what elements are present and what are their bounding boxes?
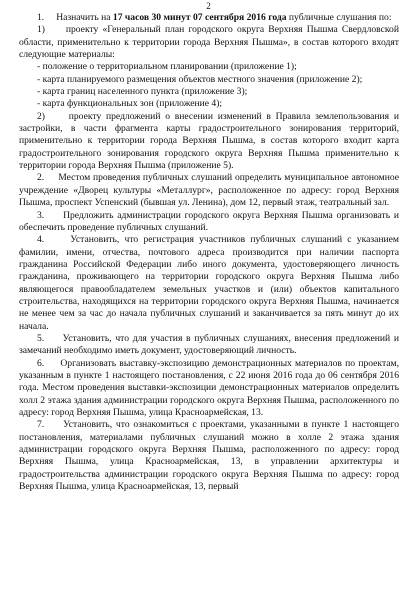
paragraph-5: 5. Установить, что для участия в публичных слушаниях, внесения предложений и замечаний необходимо иметь документ, удостоверяющий личность.: [19, 332, 399, 357]
paragraph-3: 3. Предложить администрации городского округа Верхняя Пышма организовать и обеспечить проведение публичных слушаний.: [19, 209, 399, 233]
list-item: - карта функциональных зон (приложение 4);: [37, 98, 223, 110]
paragraph-1-tail: публичные слушания по:: [286, 12, 392, 23]
list-item: - карта планируемого размещения объектов местного значения (приложение 2);: [37, 73, 363, 85]
subitem-1: 1) проекту «Генеральный план городского округа Верхняя Пышма Свердловской области, применительно к территории города Верхняя Пышма», в состав которого входят следующие материалы:: [19, 24, 399, 61]
list-item: - карта границ населенного пункта (приложение 3);: [37, 86, 248, 98]
paragraph-2: 2. Местом проведения публичных слушаний определить муниципальное автономное учреждение «Дворец культуры «Металлург», расположенное по адресу: город Верхняя Пышма, проспект Успенский (бывшая ул. Ленина), дом 12, первый этаж, театральный зал.: [19, 172, 399, 209]
document-body: [19, 12, 399, 493]
paragraph-1-intro: 1. Назначить на: [37, 12, 113, 23]
page-number: 2: [206, 1, 211, 11]
hearing-datetime: 17 часов 30 минут 07 сентября 2016 года: [112, 12, 287, 23]
subitem-2: 2) проекту предложений о внесении изменений в Правила землепользования и застройки, в части фрагмента карты градостроительного зонирования территорий, применительно к территории города Верхняя Пышма, в состав которого входит карта градостроительного зонирования городского округа Верхняя Пышма применительно к территории города Верхняя Пышма (приложение 5).: [19, 110, 399, 172]
paragraph-4: 4. Установить, что регистрация участников публичных слушаний с указанием фамилии, имени, отчества, почтового адреса производится при наличии паспорта гражданина Российской Федерации либо иного документа, удостоверяющего личность гражданина, проживающего на территории городского округа Верхняя Пышма либо являющегося правообладателем земельных участков и (или) объектов капитального строительства, находящихся на территории городского округа Верхняя Пышма, начинается не менее чем за час до начала публичных слушаний и заканчивается за пять минут до их начала.: [19, 234, 399, 332]
paragraph-6: 6. Организовать выставку-экспозицию демонстрационных материалов по проектам, указанным в пункте 1 настоящего постановления, с 22 июня 2016 года до 06 сентября 2016 года. Местом проведения выставки-экспозиции демонстрационных материалов определить холл 2 этажа здания администрации городского округа Верхняя Пышма, расположенного по адресу: город Верхняя Пышма, улица Красноармейская, 13.: [19, 357, 399, 418]
paragraph-1: [19, 12, 399, 24]
paragraph-7: 7. Установить, что ознакомиться с проектами, указанными в пункте 1 настоящего постановления, материалами публичных слушаний можно в холле 2 этажа здания администрации городского округа Верхняя Пышма, расположенного по адресу: город Верхняя Пышма, улица Красноармейская, 13, в управлении архитектуры и градостроительства администрации городского округа Верхняя Пышма по адресу: город Верхняя Пышма, улица Красноармейская, 13, первый: [19, 419, 399, 493]
list-item: - положение о территориальном планировании (приложение 1);: [37, 61, 297, 73]
